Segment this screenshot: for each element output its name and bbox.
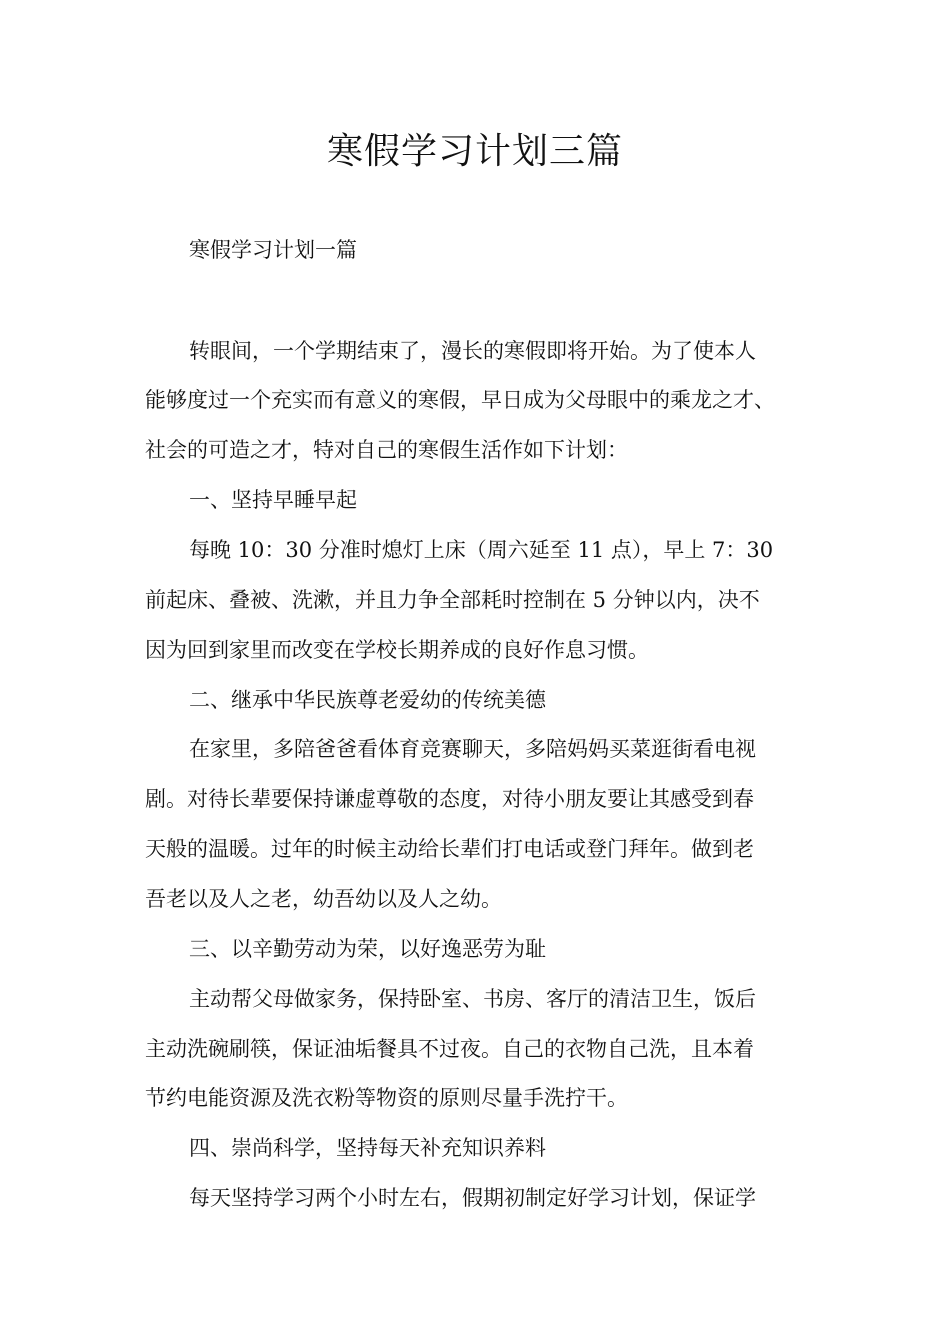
document-title: 寒假学习计划三篇: [326, 131, 623, 172]
section-heading: 三、以辛勤劳动为荣，以好逸恶劳为耻: [189, 937, 546, 961]
text-line: 天般的温暖。过年的时候主动给长辈们打电话或登门拜年。做到老: [145, 837, 754, 861]
section-heading: 一、坚持早睡早起: [189, 488, 357, 512]
section-heading: 四、崇尚科学，坚持每天补充知识养料: [189, 1136, 546, 1160]
text-line: 主动帮父母做家务，保持卧室、书房、客厅的清洁卫生，饭后: [189, 987, 756, 1011]
section-heading: 二、继承中华民族尊老爱幼的传统美德: [189, 688, 546, 712]
text-line: 在家里，多陪爸爸看体育竞赛聊天，多陪妈妈买菜逛街看电视: [189, 737, 756, 761]
text-line: 节约电能资源及洗衣粉等物资的原则尽量手洗拧干。: [145, 1086, 628, 1110]
text-line: 每晚 10：30 分准时熄灯上床（周六延至 11 点），早上 7：30: [189, 538, 774, 562]
text-line: 吾老以及人之老，幼吾幼以及人之幼。: [145, 887, 502, 911]
text-line: 因为回到家里而改变在学校长期养成的良好作息习惯。: [145, 638, 649, 662]
text-line: 主动洗碗刷筷，保证油垢餐具不过夜。自己的衣物自己洗，且本着: [145, 1037, 754, 1061]
section-subtitle: 寒假学习计划一篇: [189, 238, 357, 262]
text-line: 剧。对待长辈要保持谦虚尊敬的态度，对待小朋友要让其感受到春: [145, 787, 754, 811]
text-line: 每天坚持学习两个小时左右，假期初制定好学习计划，保证学: [189, 1186, 756, 1210]
text-line: 社会的可造之才，特对自己的寒假生活作如下计划：: [145, 438, 628, 462]
text-line: 前起床、叠被、洗漱，并且力争全部耗时控制在 5 分钟以内，决不: [145, 588, 760, 612]
text-line: 能够度过一个充实而有意义的寒假，早日成为父母眼中的乘龙之才、: [145, 388, 775, 412]
text-line: 转眼间，一个学期结束了，漫长的寒假即将开始。为了使本人: [189, 339, 756, 363]
